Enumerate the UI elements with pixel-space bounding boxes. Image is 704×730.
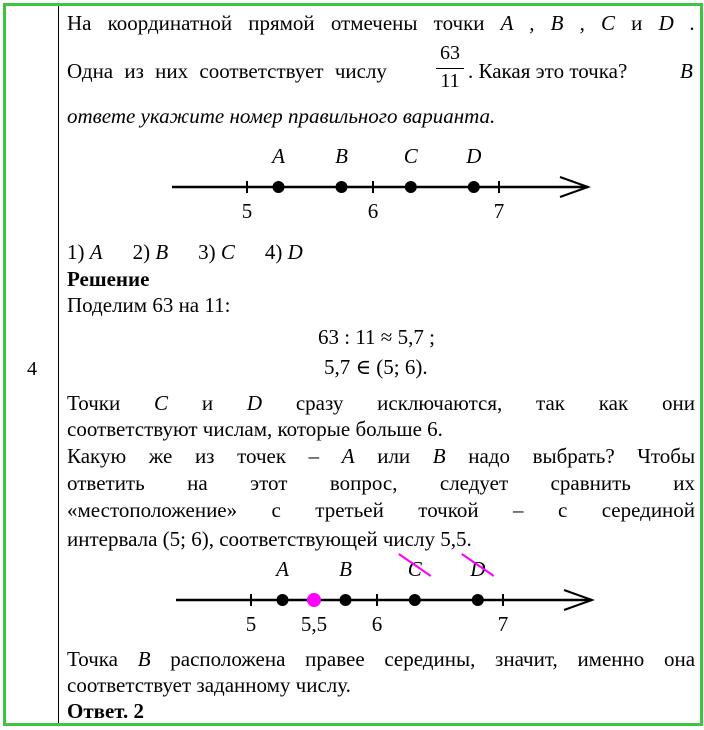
- problem-line-1: На координатной прямой отмечены точки A , B , C и D .: [67, 11, 696, 35]
- task-number: 4: [27, 358, 37, 380]
- tick-label: 6: [371, 612, 383, 636]
- point-c: [409, 594, 421, 606]
- paragraph-2-line-1: Какую же из точек – A или B надо выбрать? Чтобы: [67, 444, 696, 468]
- option-3: 3) C: [198, 240, 235, 264]
- tick-label: 6: [367, 199, 379, 223]
- paragraph-2-line-2: ответить на этот вопрос, следует сравнить их: [67, 471, 696, 495]
- point-label-a: A: [276, 557, 289, 581]
- paragraph-3-line-1: Точка B расположена правее середины, значит, именно она: [67, 647, 696, 671]
- problem-line-2-right: . Какая это точка?: [468, 59, 628, 83]
- tick-label: 7: [497, 612, 509, 636]
- point-label-b: B: [339, 557, 352, 581]
- paragraph-2-line-3: «местоположение» с третьей точкой – с серединой: [67, 498, 696, 522]
- midpoint-label: 5,5: [300, 612, 328, 636]
- option-4: 4) D: [264, 240, 303, 264]
- problem-line-3: ответе укажите номер правильного варианта.: [67, 104, 496, 128]
- paragraph-3-line-2: соответствует заданному числу.: [67, 673, 351, 697]
- option-1: 1) A: [67, 240, 103, 264]
- solution-step-1: Поделим 63 на 11:: [67, 293, 231, 317]
- midpoint-marker: [307, 593, 321, 607]
- equation-2: 5,7 ∈ (5; 6).: [324, 355, 428, 379]
- paragraph-2-line-4: интервала (5; 6), соответствующей числу 5,5.: [67, 527, 472, 551]
- option-2: 2) B: [132, 240, 169, 264]
- solution-heading: Решение: [67, 267, 150, 291]
- tick-label: 5: [241, 199, 253, 223]
- point-label-a: A: [272, 144, 285, 168]
- point-label-b: B: [335, 144, 348, 168]
- tick-label: 5: [245, 612, 257, 636]
- point-label-c: C: [407, 557, 422, 581]
- point-label-c: C: [403, 144, 418, 168]
- task-frame: [3, 3, 703, 726]
- paragraph-1-line-1: Точки C и D сразу исключаются, так как они: [67, 391, 695, 415]
- number-line-2: [6, 6, 700, 723]
- point-d: [472, 594, 484, 606]
- fraction-denominator: 11: [440, 70, 460, 92]
- fraction-numerator: 63: [440, 42, 460, 64]
- problem-line-2-left: Одна из них соответствует числу: [67, 59, 387, 83]
- point-a: [277, 594, 289, 606]
- point-label-d: D: [470, 557, 486, 581]
- equation-1: 63 : 11 ≈ 5,7 ;: [318, 325, 435, 349]
- paragraph-1-line-2: соответствуют числам, которые больше 6.: [67, 417, 443, 441]
- point-label-d: D: [466, 144, 482, 168]
- tick-label: 7: [493, 199, 505, 223]
- point-b: [340, 594, 352, 606]
- problem-line-2-italic: В: [680, 59, 693, 83]
- answer: Ответ. 2: [67, 699, 145, 723]
